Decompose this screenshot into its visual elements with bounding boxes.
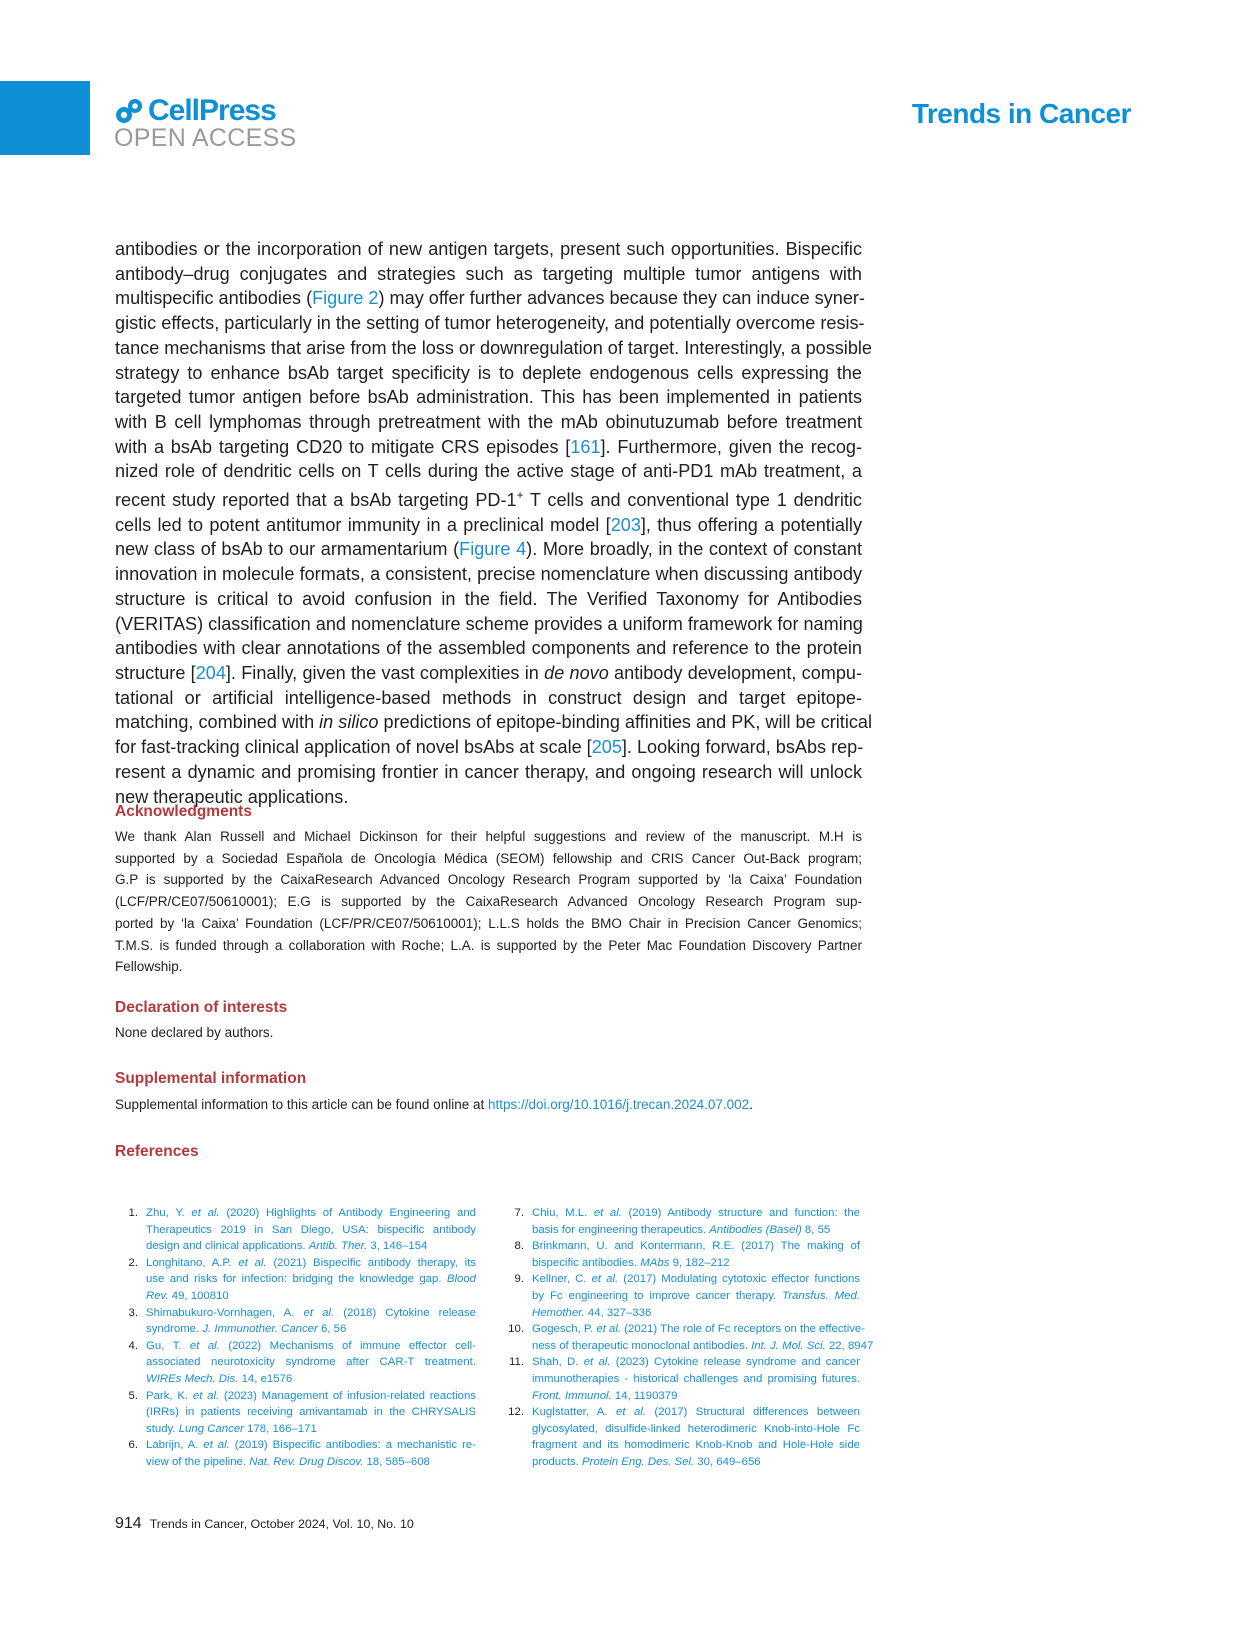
reference-item[interactable]	[116, 1305, 476, 1338]
inline-link[interactable]: 203	[610, 514, 641, 535]
reference-line: fragment and its homodimeric Knob-Knob and Hole-Hole side	[532, 1439, 860, 1452]
reference-number: 6.	[128, 1439, 138, 1452]
reference-item[interactable]	[116, 1205, 476, 1255]
reference-line: Hemother. 44, 327–336	[532, 1306, 652, 1319]
italic-text: Nat. Rev. Drug Discov.	[249, 1455, 364, 1468]
body-line: structure [204]. Finally, given the vast complexities in de novo antibody development, compu-	[115, 662, 862, 683]
cellpress-logo	[114, 96, 297, 150]
body-line: recent study reported that a bsAb targeting PD-1+ T cells and conventional type 1 dendritic	[115, 489, 862, 511]
reference-line: Park, K. et al. (2023) Management of infusion-related reactions	[146, 1389, 476, 1402]
body-line: resent a dynamic and promising frontier in cancer therapy, and ongoing research will unlock	[115, 761, 862, 782]
references-heading: References	[115, 1143, 199, 1160]
reference-item[interactable]	[116, 1338, 476, 1388]
reference-line: glycosylated, disulfide-linked heterodimeric Knob-into-Hole Fc	[532, 1422, 860, 1435]
body-line: tance mechanisms that arise from the loss or downregulation of target. Interestingly, a possible	[115, 337, 872, 358]
italic-text: Int. J. Mol. Sci.	[751, 1339, 826, 1352]
body-line: strategy to enhance bsAb target specificity is to deplete endogenous cells expressing the	[115, 362, 862, 383]
reference-item[interactable]	[502, 1271, 860, 1321]
acknowledgments-line: G.P is supported by the CaixaResearch Advanced Oncology Research Program supported by ‘la Caixa’ Foundation	[115, 872, 862, 888]
reference-item[interactable]	[116, 1437, 476, 1470]
reference-line: syndrome. J. Immunother. Cancer 6, 56	[146, 1323, 347, 1336]
superscript: +	[516, 489, 524, 503]
reference-line: Kuglstatter, A. et al. (2017) Structural differences between	[532, 1406, 860, 1419]
body-line: matching, combined with in silico predictions of epitope-binding affinities and PK, will be critical	[115, 712, 872, 733]
body-line: antibodies or the incorporation of new antigen targets, present such opportunities. Bispecific	[115, 239, 862, 259]
reference-item[interactable]	[116, 1255, 476, 1305]
body-line: for fast-tracking clinical application of novel bsAbs at scale [205]. Looking forward, bsAbs rep-	[115, 737, 864, 758]
journal-title: Trends in Cancer	[911, 98, 1131, 129]
reference-item[interactable]	[116, 1388, 476, 1438]
body-line: antibodies with clear annotations of the assembled components and reference to the protein	[115, 638, 862, 659]
reference-line: associated neurotoxicity syndrome after CAR-T treatment.	[146, 1356, 476, 1369]
italic-text: Blood	[446, 1273, 476, 1286]
reference-line: Gogesch, P. et al. (2021) The role of Fc receptors on the effective-	[532, 1323, 866, 1336]
body-line: targeted tumor antigen before bsAb administration. This has been implemented in patients	[115, 387, 862, 408]
italic-text: Transfus. Med.	[782, 1289, 860, 1302]
reference-number: 11.	[509, 1356, 524, 1369]
page-footer	[115, 1515, 414, 1533]
reference-line: study. Lung Cancer 178, 166–171	[146, 1422, 317, 1435]
italic-text: Protein Eng. Des. Sel.	[582, 1455, 695, 1468]
reference-item[interactable]	[502, 1354, 860, 1404]
reference-item[interactable]	[502, 1205, 860, 1238]
references-list-right	[502, 1205, 874, 1471]
reference-number: 5.	[128, 1389, 138, 1402]
body-line: multispecific antibodies (Figure 2) may offer further advances because they can induce syner-	[115, 288, 865, 309]
italic-text: et al.	[303, 1306, 335, 1319]
reference-line: Therapeutics 2019 in San Diego, USA: bispecific antibody	[146, 1223, 476, 1236]
inline-link[interactable]: 205	[591, 737, 622, 758]
body-line: with a bsAb targeting CD20 to mitigate CRS episodes [161]. Furthermore, given the recog-	[115, 436, 862, 457]
italic-text: et al.	[593, 1207, 622, 1219]
page-number: 914	[115, 1515, 142, 1532]
reference-line: products. Protein Eng. Des. Sel. 30, 649–656	[532, 1455, 761, 1468]
italic-text: et al.	[238, 1256, 267, 1269]
acknowledgments-line: We thank Alan Russell and Michael Dickinson for their helpful suggestions and review of the manuscript. M.H is	[115, 829, 862, 844]
reference-line: Brinkmann, U. and Kontermann, R.E. (2017) The making of	[532, 1240, 860, 1253]
italic-text: MAbs	[640, 1256, 670, 1269]
reference-line: Front. Immunol. 14, 1190379	[532, 1389, 678, 1402]
acknowledgments-line: supported by a Sociedad Española de Oncología Médica (SEOM) fellowship and CRIS Cancer Out-Back program;	[115, 850, 862, 866]
inline-link[interactable]: 161	[570, 436, 601, 457]
inline-link[interactable]: 204	[195, 662, 226, 683]
cellpress-logo-icon	[114, 96, 144, 126]
italic-text: Antibodies (Basel)	[709, 1223, 802, 1236]
italic-text: Rev.	[146, 1289, 169, 1302]
italic-text: Hemother.	[532, 1306, 585, 1319]
supplemental-text	[115, 1094, 862, 1116]
italic-text: et al.	[591, 1273, 619, 1286]
body-line: tational or artificial intelligence-based methods in construct design and target epitope-	[115, 687, 862, 708]
declaration-heading: Declaration of interests	[115, 999, 288, 1016]
italic-text: J. Immunother. Cancer	[202, 1323, 318, 1336]
italic-text: et al.	[203, 1439, 230, 1452]
italic-text: et al.	[192, 1389, 220, 1402]
reference-line: Rev. 49, 100810	[146, 1289, 229, 1302]
italic-text: WIREs Mech. Dis.	[146, 1372, 239, 1385]
body-line: new therapeutic applications.	[115, 786, 349, 807]
italic-text: et al.	[583, 1356, 611, 1369]
reference-item[interactable]	[502, 1238, 860, 1271]
reference-line: Shimabukuro-Vornhagen, A. et al. (2018) Cytokine release	[146, 1306, 476, 1319]
reference-line: by Fc engineering to improve cancer therapy. Transfus. Med.	[532, 1289, 860, 1302]
reference-number: 7.	[514, 1207, 524, 1219]
body-line: gistic effects, particularly in the setting of tumor heterogeneity, and potentially overcome resis-	[115, 313, 865, 334]
body-paragraph	[115, 237, 872, 809]
acknowledgments-heading: Acknowledgments	[115, 803, 252, 820]
body-line: innovation in molecule formats, a consistent, precise nomenclature when discussing antibody	[115, 564, 862, 585]
reference-number: 8.	[514, 1240, 524, 1253]
italic-text: Front. Immunol.	[532, 1389, 612, 1402]
reference-number: 12.	[508, 1406, 524, 1419]
logo-name: CellPress	[148, 94, 276, 127]
reference-line: use and risks for infection: bridging the knowledge gap. Blood	[146, 1273, 476, 1286]
reference-line: (IRRs) in patients receiving amivantamab in the CHRYSALIS	[146, 1406, 476, 1419]
italic-text: de novo	[544, 662, 609, 683]
reference-line: bispecific antibodies. MAbs 9, 182–212	[532, 1256, 730, 1269]
inline-link[interactable]: Figure 4	[459, 539, 527, 560]
reference-line: immunotherapies - historical challenges and promising futures.	[532, 1372, 860, 1385]
reference-line: Longhitano, A.P. et al. (2021) Bispecific antibody therapy, its	[146, 1256, 476, 1269]
italic-text: et al.	[189, 1339, 220, 1352]
body-line: with B cell lymphomas through pretreatment with the mAb obinutuzumab before treatment	[115, 411, 862, 432]
reference-number: 3.	[128, 1306, 138, 1319]
logo-subtitle: OPEN ACCESS	[114, 124, 297, 152]
inline-link[interactable]: Figure 2	[312, 288, 379, 309]
reference-item[interactable]	[502, 1321, 874, 1354]
italic-text: et al.	[616, 1406, 646, 1419]
reference-line: design and clinical applications. Antib. Ther. 3, 146–154	[146, 1240, 428, 1253]
body-line: structure is critical to avoid confusion in the field. The Verified Taxonomy for Antibodies	[115, 588, 862, 609]
declaration-text: None declared by authors.	[115, 1025, 274, 1040]
acknowledgments-line: (LCF/PR/CE07/50610001); E.G is supported by the CaixaResearch Advanced Oncology Research Program sup-	[115, 894, 862, 910]
reference-line: basis for engineering therapeutics. Antibodies (Basel) 8, 55	[532, 1223, 831, 1236]
italic-text: et al.	[596, 1323, 622, 1336]
reference-number: 10.	[508, 1323, 524, 1336]
italic-text: Lung Cancer	[178, 1422, 244, 1435]
references-list-left	[116, 1205, 476, 1471]
body-line: new class of bsAb to our armamentarium (Figure 4). More broadly, in the context of constant	[115, 539, 862, 560]
reference-line: Labrijn, A. et al. (2019) Bispecific antibodies: a mechanistic re-	[146, 1439, 476, 1452]
body-line: antibody–drug conjugates and strategies such as targeting multiple tumor antigens with	[115, 263, 862, 284]
reference-number: 1.	[128, 1207, 138, 1219]
reference-line: WIREs Mech. Dis. 14, e1576	[146, 1372, 293, 1385]
supplemental-tail: .	[749, 1097, 753, 1112]
reference-line: view of the pipeline. Nat. Rev. Drug Discov. 18, 585–608	[146, 1455, 430, 1468]
italic-text: in silico	[319, 712, 379, 733]
body-line: (VERITAS) classification and nomenclature scheme provides a uniform framework for naming	[115, 613, 863, 634]
supplemental-lead: Supplemental information to this article can be found online at	[115, 1097, 488, 1112]
footer-citation: Trends in Cancer, October 2024, Vol. 10, No. 10	[149, 1517, 414, 1531]
acknowledgments-line: ported by ‘la Caixa’ Foundation (LCF/PR/CE07/50610001); L.L.S holds the BMO Chair in Precision Cancer Genomics;	[115, 915, 862, 931]
reference-number: 9.	[514, 1273, 524, 1286]
reference-line: Shah, D. et al. (2023) Cytokine release syndrome and cancer	[532, 1356, 860, 1369]
reference-line: Zhu, Y. et al. (2020) Highlights of Antibody Engineering and	[146, 1207, 476, 1219]
header-accent-tab	[0, 81, 90, 155]
italic-text: Antib. Ther.	[308, 1240, 368, 1253]
body-line: nized role of dendritic cells on T cells during the active stage of anti-PD1 mAb treatment, a	[115, 461, 862, 482]
acknowledgments-line: T.M.S. is funded through a collaboration with Roche; L.A. is supported by the Peter Mac Foundation Discovery Partner	[115, 937, 862, 953]
supplemental-doi-link[interactable]: https://doi.org/10.1016/j.trecan.2024.07.002	[487, 1097, 750, 1112]
italic-text: et al.	[191, 1207, 220, 1219]
reference-item[interactable]	[502, 1404, 860, 1470]
reference-line: ness of therapeutic monoclonal antibodies. Int. J. Mol. Sci. 22, 8947	[532, 1339, 874, 1352]
reference-line: Chiu, M.L. et al. (2019) Antibody structure and function: the	[532, 1207, 860, 1219]
reference-number: 4.	[128, 1339, 138, 1352]
body-line: cells led to potent antitumor immunity in a preclinical model [203], thus offering a potentially	[115, 514, 862, 535]
acknowledgments-line: Fellowship.	[115, 959, 183, 975]
reference-line: Kellner, C. et al. (2017) Modulating cytotoxic effector functions	[532, 1273, 860, 1286]
supplemental-heading: Supplemental information	[115, 1070, 307, 1087]
reference-line: Gu, T. et al. (2022) Mechanisms of immune effector cell-	[146, 1339, 476, 1352]
reference-number: 2.	[128, 1256, 138, 1269]
acknowledgments-text	[115, 826, 862, 978]
